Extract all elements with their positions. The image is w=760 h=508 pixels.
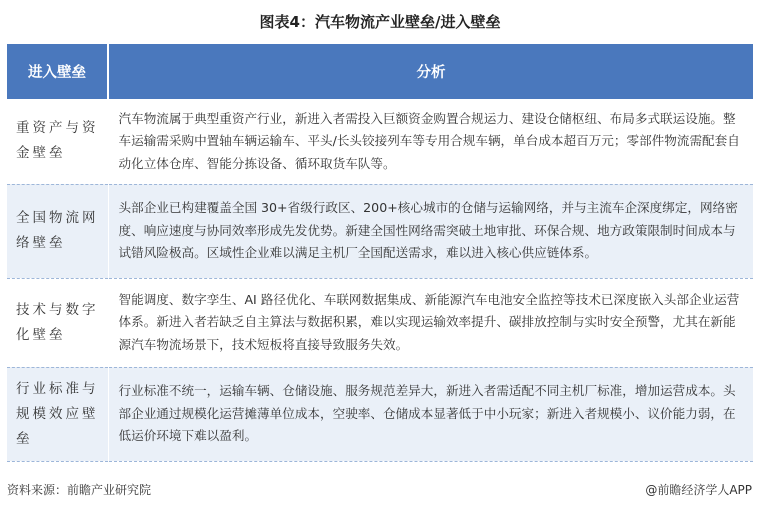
barrier-name: 重资产与资金壁垒	[7, 99, 108, 184]
header-barrier: 进入壁垒	[7, 44, 108, 99]
barrier-table	[7, 44, 753, 462]
table-row	[7, 184, 753, 278]
table-row	[7, 99, 753, 184]
barrier-analysis: 汽车物流属于典型重资产行业，新进入者需投入巨额资金购置合规运力、建设仓储枢纽、布局多式联运设施。整车运输需采购中置轴车辆运输车、平头/长头铰接列车等专用合规车辆，单台成本超百万元；零部件物流需配套自动化立体仓库、智能分拣设备、循环取货车队等。	[108, 99, 753, 184]
barrier-analysis: 行业标准不统一，运输车辆、仓储设施、服务规范差异大，新进入者需适配不同主机厂标准，增加运营成本。头部企业通过规模化运营摊薄单位成本，空驶率、仓储成本显著低于中小玩家；新进入者规模小、议价能力弱，在低运价环境下难以盈利。	[108, 367, 753, 461]
table-row	[7, 278, 753, 367]
source-note: 资料来源：前瞻产业研究院	[7, 483, 152, 497]
figure-title: 图表4：汽车物流产业壁垒/进入壁垒	[259, 13, 501, 31]
table-header-row	[7, 44, 753, 99]
barrier-name: 技术与数字化壁垒	[7, 278, 108, 367]
header-analysis: 分析	[108, 44, 753, 99]
barrier-analysis: 头部企业已构建覆盖全国 30+省级行政区、200+核心城市的仓储与运输网络，并与主流车企深度绑定，网络密度、响应速度与协同效率形成先发优势。新建全国性网络需突破土地审批、环保合规、地方政策限制时间成本与试错风险极高。区域性企业难以满足主机厂全国配送需求，难以进入核心供应链体系。	[108, 184, 753, 278]
barrier-name: 行业标准与规模效应壁垒	[7, 367, 108, 461]
barrier-name: 全国物流网络壁垒	[7, 184, 108, 278]
brand-credit: @前瞻经济学人APP	[645, 483, 752, 497]
barrier-analysis: 智能调度、数字孪生、AI 路径优化、车联网数据集成、新能源汽车电池安全监控等技术已深度嵌入头部企业运营体系。新进入者若缺乏自主算法与数据积累，难以实现运输效率提升、碳排放控制与实时安全预警，尤其在新能源汽车物流场景下，技术短板将直接导致服务失效。	[108, 278, 753, 367]
table-row	[7, 367, 753, 461]
